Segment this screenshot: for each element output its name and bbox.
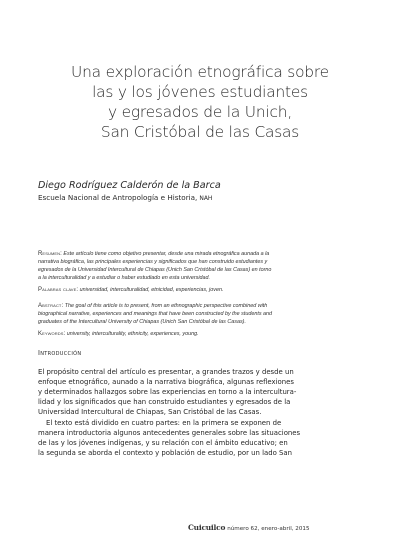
abstract-line: graduates of the Intercultural University of Chiapas (Unich San Cristóbal de las Casas). — [38, 319, 246, 325]
palabras-clave-text: universidad, interculturalidad, etnicidad, experiencias, joven. — [79, 287, 224, 293]
paragraph-2 — [38, 418, 364, 458]
page-footer — [188, 523, 310, 532]
paragraph-line: y determinados hallazgos sobre las experiencias en torno a la intercultura- — [38, 388, 297, 397]
resumen-line: egresados de la Universidad Intercultural de Chiapas (Unich San Cristóbal de las Casas) en torno — [38, 267, 272, 273]
paragraph-line: enfoque etnográfico, aunado a la narrativa biográfica, algunas reflexiones — [38, 378, 294, 387]
paragraph-line: Universidad Intercultural de Chiapas, San Cristóbal de las Casas. — [38, 408, 262, 417]
keywords-block — [38, 330, 364, 338]
paragraph-line: manera introductoria algunos antecedentes generales sobre las situaciones — [38, 429, 301, 438]
paragraph-line: El texto está dividido en cuatro partes: en la primera se exponen de — [46, 419, 282, 427]
abstract-line: The goal of this article is to present, from an ethnographic perspective combined with — [64, 303, 268, 309]
resumen-label: Resumen: — [38, 251, 62, 257]
affiliation-text: Escuela Nacional de Antropología e Historia, — [38, 193, 198, 202]
abstract-line: biographical narrative, experiences and meanings that have been constructed by the students and — [38, 311, 273, 317]
keywords-label: Keywords: — [38, 331, 66, 337]
section-heading: Introducción — [38, 349, 82, 357]
issue-info: número 62, enero-abril, 2015 — [227, 526, 310, 532]
resumen-line: a la interculturalidad y a estudiar o haber estudiado en esta universidad. — [38, 275, 211, 281]
title-line: y egresados de la Unich, — [107, 103, 293, 121]
palabras-clave-block — [38, 286, 364, 294]
paragraph-1 — [38, 367, 364, 417]
resumen-line: narrativa biográfica, las principales experiencias y significados que han construido estudiantes y — [38, 259, 268, 265]
paragraph-line: de las y los jóvenes indígenas, y su relación con el ámbito educativo; en — [38, 439, 288, 448]
abstract-block — [38, 302, 364, 326]
title-line: Una exploración etnográfica sobre — [71, 63, 329, 81]
keywords-text: university, interculturality, ethnicity, experiences, young. — [66, 331, 199, 337]
resumen-line: Este artículo tiene como objetivo presentar, desde una mirada etnográfica aunada a la — [63, 251, 270, 257]
paragraph-line: El propósito central del artículo es presentar, a grandes trazos y desde un — [38, 368, 294, 376]
resumen-block — [38, 250, 364, 282]
abstract-label: Abstract: — [38, 303, 64, 309]
affiliation-abbr: NAH — [199, 195, 213, 202]
author-affiliation — [38, 193, 212, 202]
title-line: San Cristóbal de las Casas — [100, 123, 300, 141]
author-name: Diego Rodríguez Calderón de la Barca — [38, 180, 221, 191]
paragraph-line: lidad y los significados que han construido estudiantes y egresados de la — [38, 398, 291, 407]
journal-logo: Cuicuilco — [188, 523, 226, 532]
paragraph-line: la segunda se aborda el contexto y población de estudio, por un lado San — [38, 449, 292, 458]
title-line: las y los jóvenes estudiantes — [92, 83, 308, 101]
article-title — [40, 62, 360, 142]
palabras-clave-label: Palabras clave: — [38, 287, 79, 293]
